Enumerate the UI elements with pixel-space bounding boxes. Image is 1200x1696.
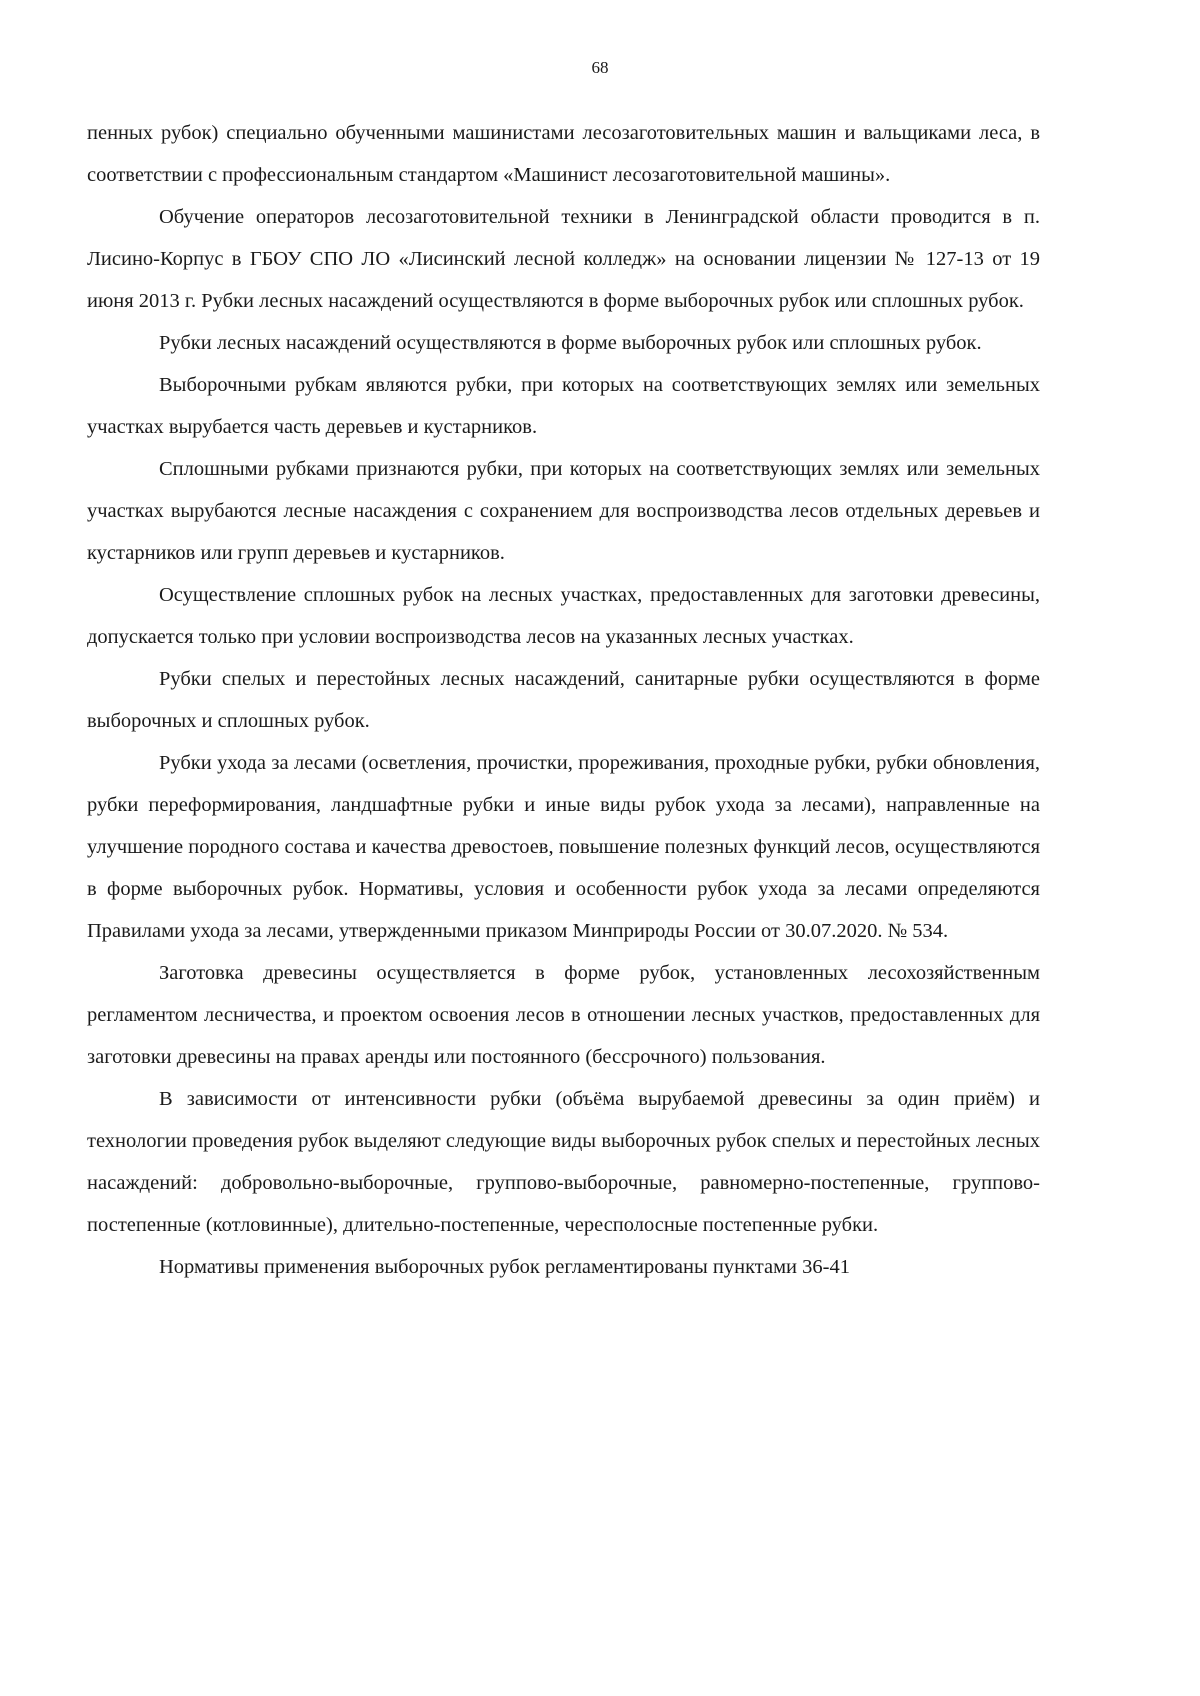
page-number: 68 [591,58,609,77]
paragraph: пенных рубок) специально обученными машинистами лесозаготовительных машин и вальщиками леса, в соответствии с профессиональным стандартом «Машинист лесозаготовительной машины». [87,122,1040,186]
paragraph: Рубки лесных насаждений осуществляются в форме выборочных рубок или сплошных рубок. [159,332,982,354]
paragraph: Рубки спелых и перестойных лесных насаждений, санитарные рубки осуществляются в форме выборочных и сплошных рубок. [87,668,1040,732]
paragraph: Обучение операторов лесозаготовительной техники в Ленинградской области проводится в п. Лисино-Корпус в ГБОУ СПО ЛО «Лисинский лесной колледж» на основании лицензии № 127-13 от 19 июня 2013 г. Рубки лесных насаждений осуществляются в форме выборочных рубок или сплошных рубок. [87,206,1040,312]
paragraph: Заготовка древесины осуществляется в форме рубок, установленных лесохозяйственным регламентом лесничества, и проектом освоения лесов в отношении лесных участков, предоставленных для заготовки древесины на правах аренды или постоянного (бессрочного) пользования. [87,962,1040,1068]
body-text [87,112,1040,1288]
paragraph: Осуществление сплошных рубок на лесных участках, предоставленных для заготовки древесины, допускается только при условии воспроизводства лесов на указанных лесных участках. [87,584,1040,648]
paragraph: Сплошными рубками признаются рубки, при которых на соответствующих землях или земельных участках вырубаются лесные насаждения с сохранением для воспроизводства лесов отдельных деревьев и кустарников или групп деревьев и кустарников. [87,458,1040,564]
paragraph: Выборочными рубкам являются рубки, при которых на соответствующих землях или земельных участках вырубается часть деревьев и кустарников. [87,374,1040,438]
paragraph-last: Нормативы применения выборочных рубок регламентированы пунктами 36-41 [159,1256,850,1278]
paragraph: Рубки ухода за лесами (осветления, прочистки, прореживания, проходные рубки, рубки обновления, рубки переформирования, ландшафтные рубки и иные виды рубок ухода за лесами), направленные на улучшение породного состава и качества древостоев, повышение полезных функций лесов, осуществляются в форме выборочных рубок. Нормативы, условия и особенности рубок ухода за лесами определяются Правилами ухода за лесами, утвержденными приказом Минприроды России от 30.07.2020. № 534. [87,752,1040,942]
paragraph: В зависимости от интенсивности рубки (объёма вырубаемой древесины за один приём) и технологии проведения рубок выделяют следующие виды выборочных рубок спелых и перестойных лесных насаждений: добровольно-выборочные, группово-выборочные, равномерно-постепенные, группово-постепенные (котловинные), длительно-постепенные, чересполосные постепенные рубки. [87,1088,1040,1236]
